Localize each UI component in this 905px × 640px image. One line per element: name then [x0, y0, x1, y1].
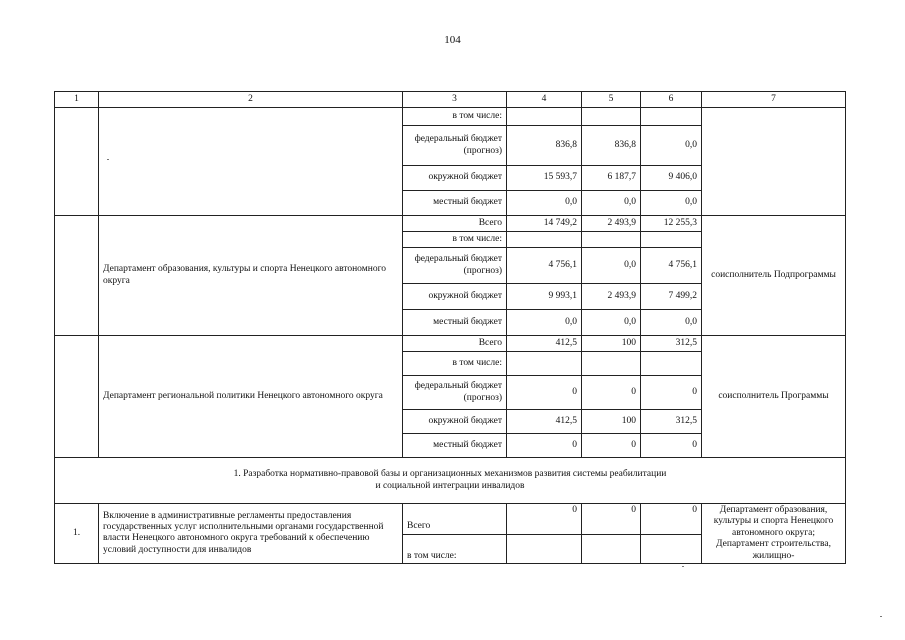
item-description: Включение в административные регламенты предоставления государственных услуг исполнительными органами государственной власти Ненецкого автономного округа требований к обеспечению условий доступности для инвалидов — [99, 504, 403, 564]
value-cell: 0,0 — [641, 191, 702, 216]
value-cell: 4 756,1 — [641, 248, 702, 284]
value-cell: 14 749,2 — [507, 216, 582, 232]
organization-cell — [99, 108, 403, 216]
value-cell — [641, 534, 702, 563]
value-cell: 0 — [641, 376, 702, 410]
column-header: 2 — [99, 92, 403, 108]
value-cell: 100 — [582, 410, 641, 434]
column-header: 6 — [641, 92, 702, 108]
value-cell — [641, 352, 702, 376]
column-header-row — [55, 92, 846, 108]
budget-label: федеральный бюджет (прогноз) — [403, 376, 507, 410]
value-cell: 12 255,3 — [641, 216, 702, 232]
budget-label: Всего — [403, 216, 507, 232]
scan-speck — [107, 159, 109, 160]
value-cell: 6 187,7 — [582, 166, 641, 191]
value-cell: 0,0 — [582, 191, 641, 216]
value-cell: 4 756,1 — [507, 248, 582, 284]
role-cell: соисполнитель Программы — [702, 336, 846, 458]
value-cell: 15 593,7 — [507, 166, 582, 191]
value-cell: 0,0 — [641, 126, 702, 166]
budget-label: окружной бюджет — [403, 410, 507, 434]
value-cell: 0 — [641, 434, 702, 458]
value-cell: 0,0 — [582, 248, 641, 284]
value-cell: 2 493,9 — [582, 284, 641, 310]
value-cell: 0,0 — [507, 310, 582, 336]
section-heading-line: и социальной интеграции инвалидов — [375, 480, 525, 491]
scan-speck — [880, 616, 882, 617]
budget-label: окружной бюджет — [403, 284, 507, 310]
value-cell — [641, 232, 702, 248]
value-cell: 836,8 — [582, 126, 641, 166]
budget-label: в том числе: — [403, 232, 507, 248]
value-cell — [582, 352, 641, 376]
budget-label: местный бюджет — [403, 434, 507, 458]
value-cell: 412,5 — [507, 336, 582, 352]
value-cell: 312,5 — [641, 410, 702, 434]
value-cell: 7 499,2 — [641, 284, 702, 310]
value-cell: 0,0 — [507, 191, 582, 216]
value-cell — [507, 108, 582, 126]
value-cell: 0 — [641, 504, 702, 535]
value-cell: 836,8 — [507, 126, 582, 166]
executor-cell: Департамент образования, культуры и спорта Ненецкого автономного округа; Департамент строительства, жилищно- — [702, 504, 846, 564]
value-cell: 0 — [507, 376, 582, 410]
value-cell — [641, 108, 702, 126]
budget-label: в том числе: — [403, 352, 507, 376]
table-row — [55, 108, 846, 126]
budget-label: в том числе: — [403, 534, 507, 563]
budget-label: местный бюджет — [403, 310, 507, 336]
value-cell: 100 — [582, 336, 641, 352]
column-header: 3 — [403, 92, 507, 108]
scan-speck — [682, 566, 684, 567]
budget-label: Всего — [403, 336, 507, 352]
budget-label: федеральный бюджет (прогноз) — [403, 248, 507, 284]
value-cell — [507, 352, 582, 376]
value-cell: 2 493,9 — [582, 216, 641, 232]
value-cell: 0,0 — [641, 310, 702, 336]
column-header: 5 — [582, 92, 641, 108]
value-cell: 9 406,0 — [641, 166, 702, 191]
column-header: 7 — [702, 92, 846, 108]
column-header: 1 — [55, 92, 99, 108]
value-cell — [582, 232, 641, 248]
value-cell — [582, 108, 641, 126]
organization-cell: Департамент региональной политики Ненецкого автономного округа — [99, 336, 403, 458]
column-header: 4 — [507, 92, 582, 108]
table-row — [55, 504, 846, 535]
value-cell — [582, 534, 641, 563]
role-cell — [702, 108, 846, 216]
value-cell: 0,0 — [582, 310, 641, 336]
value-cell: 0 — [582, 376, 641, 410]
value-cell — [507, 534, 582, 563]
organization-cell: Департамент образования, культуры и спорта Ненецкого автономного округа — [99, 216, 403, 336]
value-cell: 0 — [507, 504, 582, 535]
budget-label: местный бюджет — [403, 191, 507, 216]
table-row — [55, 216, 846, 232]
number-cell — [55, 108, 99, 216]
number-cell — [55, 336, 99, 458]
value-cell: 9 993,1 — [507, 284, 582, 310]
role-cell: соисполнитель Подпрограммы — [702, 216, 846, 336]
budget-label: федеральный бюджет (прогноз) — [403, 126, 507, 166]
page-number: 104 — [444, 34, 461, 46]
budget-table — [54, 91, 846, 564]
value-cell: 0 — [507, 434, 582, 458]
budget-label: Всего — [403, 504, 507, 535]
number-cell — [55, 216, 99, 336]
value-cell — [507, 232, 582, 248]
section-heading-line: 1. Разработка нормативно-правовой базы и организационных механизмов развития системы реабилитации — [233, 469, 667, 480]
section-heading — [55, 458, 846, 504]
item-number: 1. — [55, 504, 99, 564]
table-row — [55, 336, 846, 352]
value-cell: 312,5 — [641, 336, 702, 352]
value-cell: 0 — [582, 504, 641, 535]
value-cell: 0 — [582, 434, 641, 458]
section-heading-row — [55, 458, 846, 504]
value-cell: 412,5 — [507, 410, 582, 434]
budget-label: в том числе: — [403, 108, 507, 126]
budget-label: окружной бюджет — [403, 166, 507, 191]
